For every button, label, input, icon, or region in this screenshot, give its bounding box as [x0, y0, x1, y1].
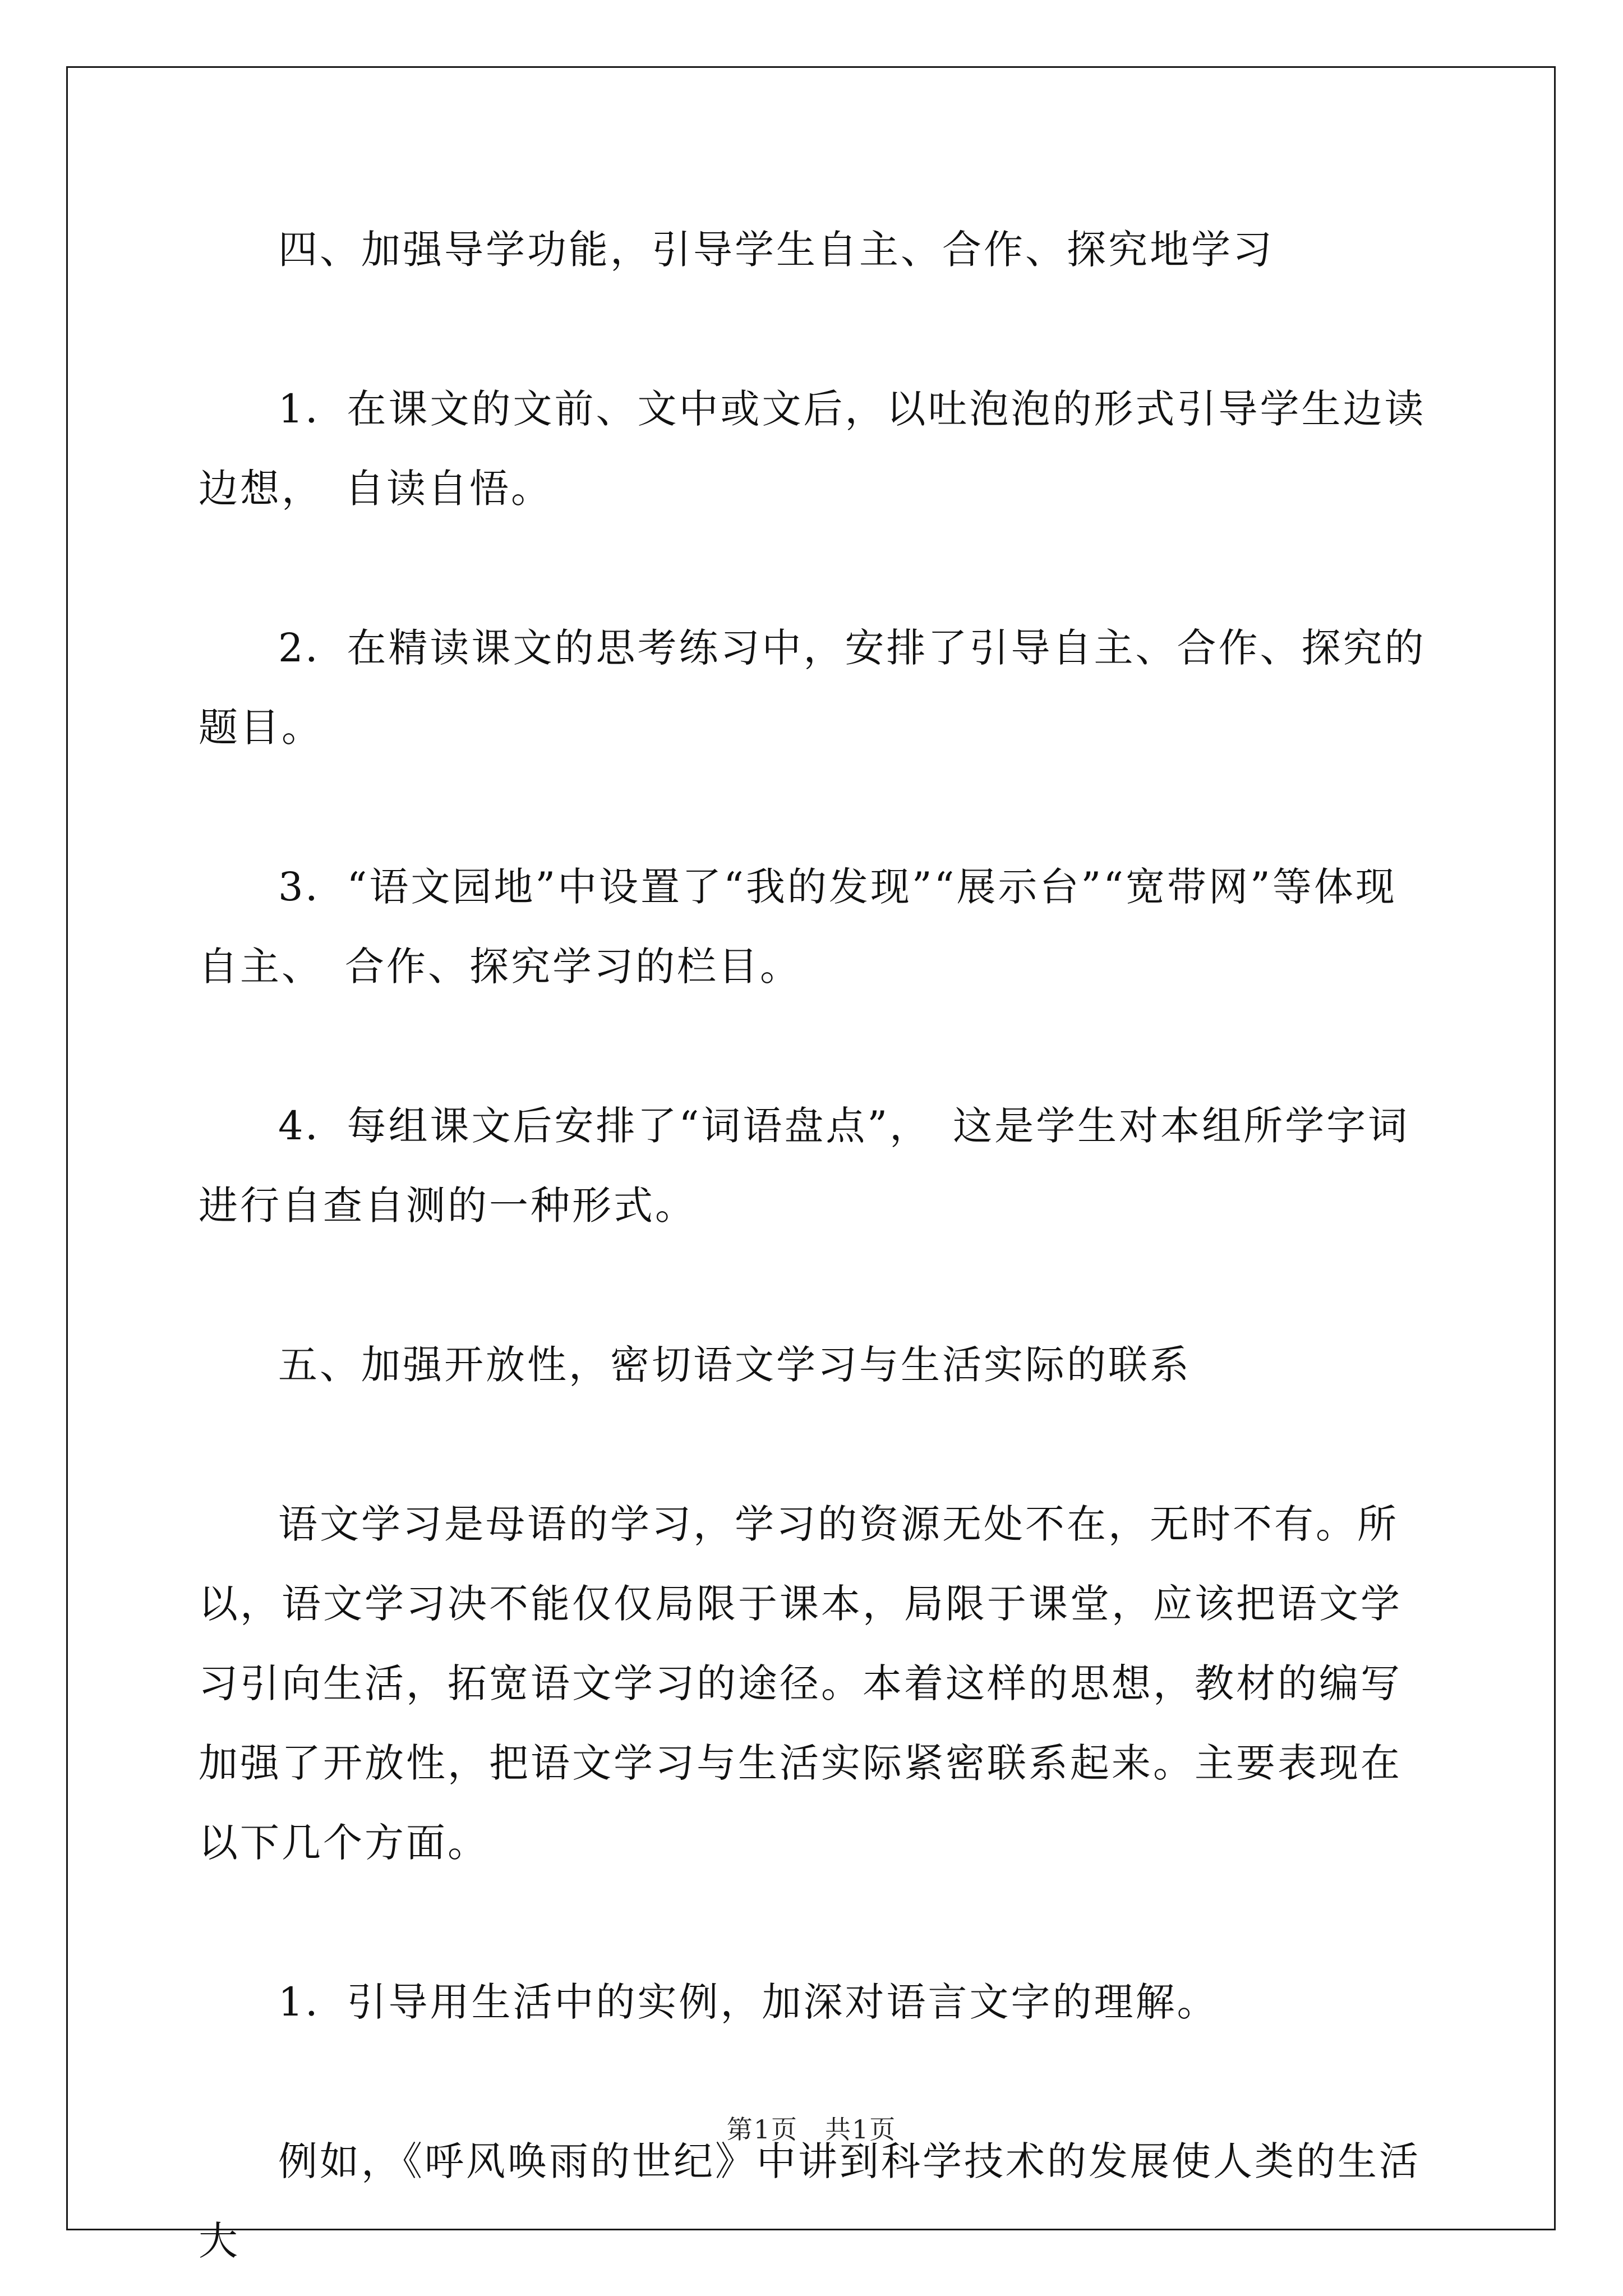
list-item-1: 1．在课文的文前、文中或文后，以吐泡泡的形式引导学生边读边想， 自读自悟。 [199, 386, 1426, 512]
page-footer: 第1页 共1页 [726, 2114, 897, 2145]
document-body [199, 210, 1432, 2281]
list-item-3: 3．“语文园地”中设置了“我的发现”“展示台”“宽带网”等体现自主、 合作、探究学习的栏目。 [199, 864, 1397, 990]
section-heading-5: 五、加强开放性，密切语文学习与生活实际的联系 [278, 1342, 1191, 1388]
list-item-5-1: 1．引导用生活中的实例，加深对语言文字的理解。 [278, 1979, 1219, 2025]
body-paragraph: 语文学习是母语的学习，学习的资源无处不在，无时不有。所以，语文学习决不能仅仅局限于课本，局限于课堂，应该把语文学习引向生活，拓宽语文学习的途径。本着这样的思想，教材的编写加强了开放性，把语文学习与生活实际紧密联系起来。主要表现在以下几个方面。 [199, 1501, 1402, 1866]
example-paragraph: 例如，《呼风唤雨的世纪》中讲到科学技术的发展使人类的生活大 [199, 2138, 1421, 2264]
list-item-2: 2．在精读课文的思考练习中，安排了引导自主、合作、探究的题目。 [199, 625, 1426, 751]
section-heading-4: 四、加强导学功能，引导学生自主、合作、探究地学习 [278, 227, 1274, 273]
list-item-4: 4．每组课文后安排了“词语盘点”， 这是学生对本组所学字词进行自查自测的一种形式。 [199, 1103, 1410, 1228]
